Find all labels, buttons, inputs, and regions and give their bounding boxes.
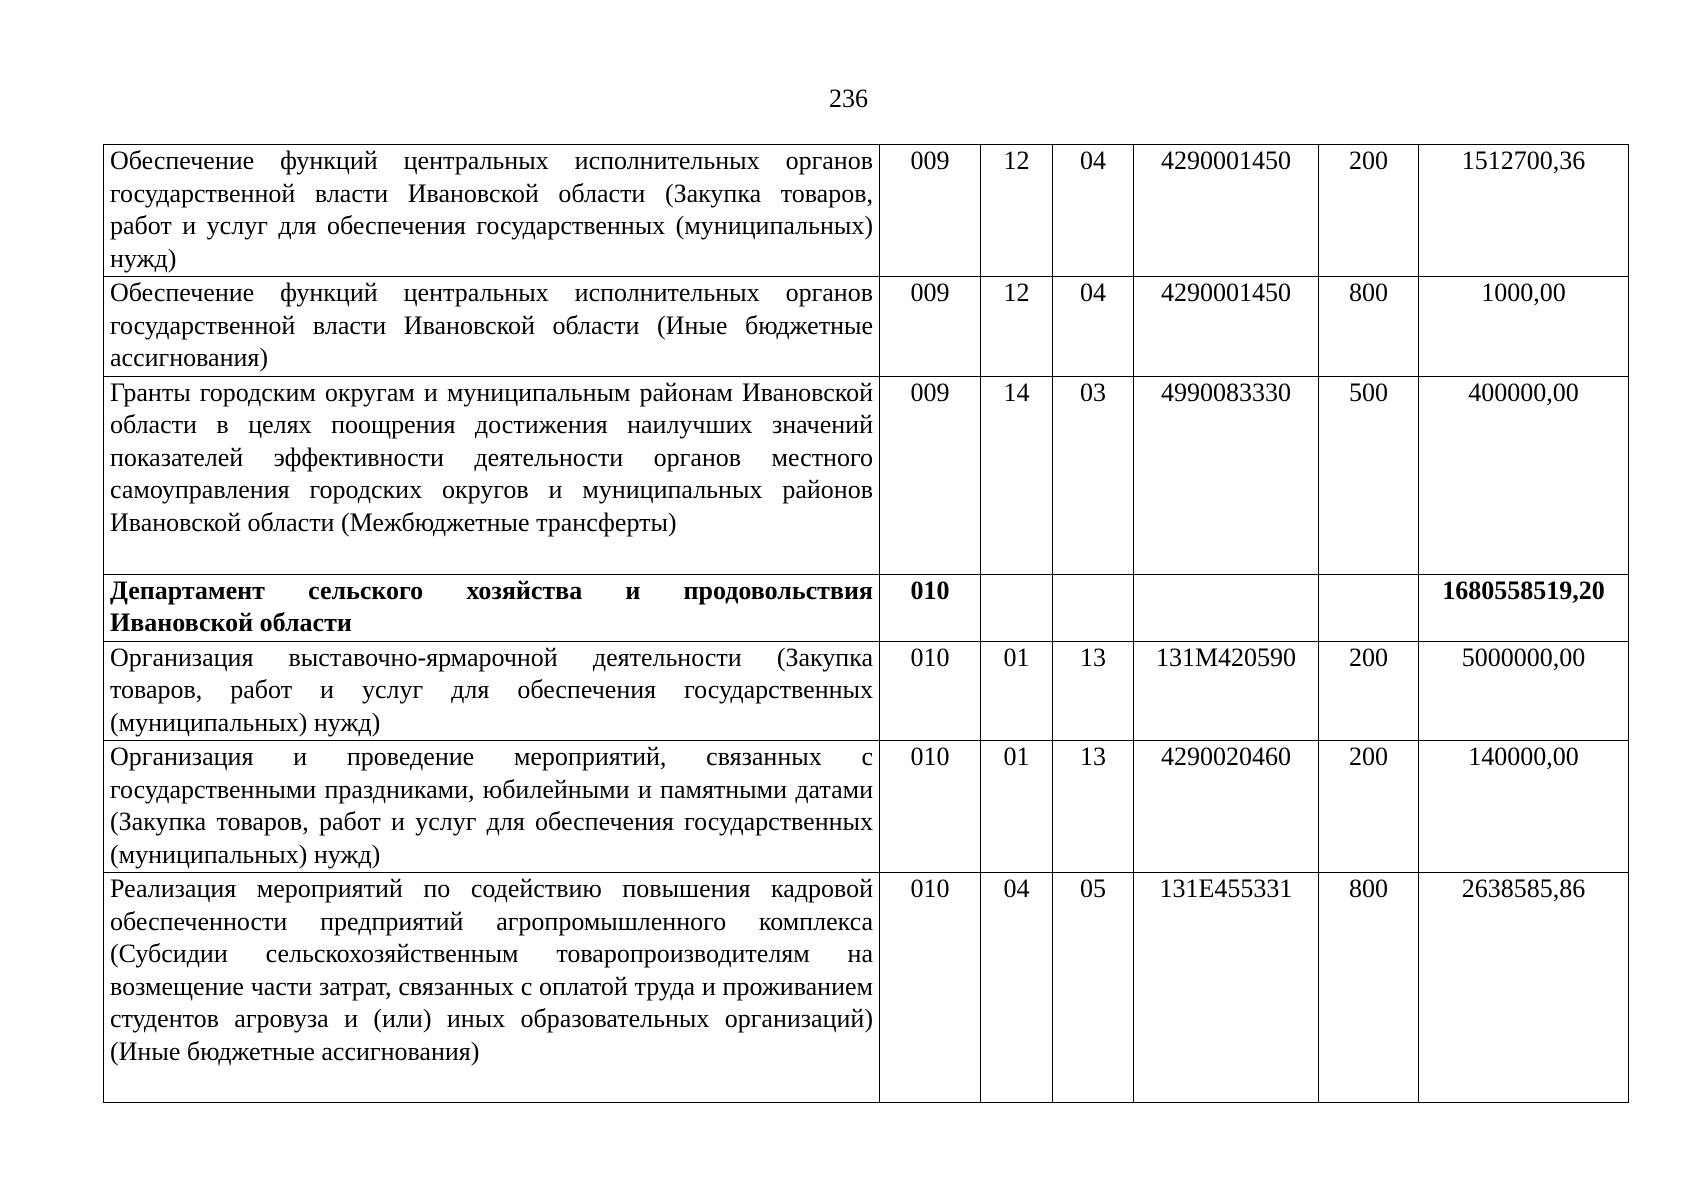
expense-type-code: 800 bbox=[1319, 873, 1419, 1103]
section-code: 12 bbox=[981, 277, 1053, 377]
table-row bbox=[104, 574, 1629, 641]
ministry-code: 009 bbox=[880, 376, 981, 574]
subsection-code: 04 bbox=[1053, 145, 1134, 277]
section-code: 12 bbox=[981, 145, 1053, 277]
amount-value: 2638585,86 bbox=[1419, 873, 1629, 1103]
target-article-code: 4290001450 bbox=[1134, 277, 1319, 377]
section-code: 04 bbox=[981, 873, 1053, 1103]
target-article-code: 131M420590 bbox=[1134, 641, 1319, 741]
amount-value: 5000000,00 bbox=[1419, 641, 1629, 741]
row-description: Обеспечение функций центральных исполнительных органов государственной власти Ивановской области (Иные бюджетные ассигнования) bbox=[104, 277, 880, 377]
expense-type-code: 800 bbox=[1319, 277, 1419, 377]
expense-type-code: 200 bbox=[1319, 145, 1419, 277]
target-article-code: 4990083330 bbox=[1134, 376, 1319, 574]
subsection-code: 13 bbox=[1053, 741, 1134, 873]
amount-value: 1000,00 bbox=[1419, 277, 1629, 377]
row-description: Департамент сельского хозяйства и продовольствия Ивановской области bbox=[104, 574, 880, 641]
table-row bbox=[104, 873, 1629, 1103]
table-row bbox=[104, 641, 1629, 741]
expense-type-code: 200 bbox=[1319, 741, 1419, 873]
table-row bbox=[104, 376, 1629, 574]
row-description: Гранты городским округам и муниципальным районам Ивановской области в целях поощрения достижения наилучших значений показателей эффективности деятельности органов местного самоуправления городских округов и муниципальных районов Ивановской области (Межбюджетные трансферты) bbox=[104, 376, 880, 574]
row-description: Организация выставочно-ярмарочной деятельности (Закупка товаров, работ и услуг для обеспечения государственных (муниципальных) нужд) bbox=[104, 641, 880, 741]
expense-type-code: 500 bbox=[1319, 376, 1419, 574]
table-row bbox=[104, 145, 1629, 277]
section-code: 14 bbox=[981, 376, 1053, 574]
subsection-code: 05 bbox=[1053, 873, 1134, 1103]
table-row bbox=[104, 741, 1629, 873]
section-code bbox=[981, 574, 1053, 641]
expense-type-code: 200 bbox=[1319, 641, 1419, 741]
table-row bbox=[104, 277, 1629, 377]
ministry-code: 009 bbox=[880, 145, 981, 277]
amount-value: 140000,00 bbox=[1419, 741, 1629, 873]
section-code: 01 bbox=[981, 641, 1053, 741]
ministry-code: 010 bbox=[880, 873, 981, 1103]
row-description: Организация и проведение мероприятий, связанных с государственными праздниками, юбилейными и памятными датами (Закупка товаров, работ и услуг для обеспечения государственных (муниципальных) нужд) bbox=[104, 741, 880, 873]
ministry-code: 010 bbox=[880, 741, 981, 873]
amount-value: 1512700,36 bbox=[1419, 145, 1629, 277]
page-number: 236 bbox=[829, 84, 868, 113]
subsection-code: 03 bbox=[1053, 376, 1134, 574]
subsection-code: 04 bbox=[1053, 277, 1134, 377]
table-body bbox=[104, 145, 1629, 1103]
target-article-code bbox=[1134, 574, 1319, 641]
target-article-code: 4290020460 bbox=[1134, 741, 1319, 873]
target-article-code: 4290001450 bbox=[1134, 145, 1319, 277]
row-description: Реализация мероприятий по содействию повышения кадровой обеспеченности предприятий агропромышленного комплекса (Субсидии сельскохозяйственным товаропроизводителям на возмещение части затрат, связанных с оплатой труда и проживанием студентов агровуза и (или) иных образовательных организаций) (Иные бюджетные ассигнования) bbox=[104, 873, 880, 1103]
expense-type-code bbox=[1319, 574, 1419, 641]
amount-value: 400000,00 bbox=[1419, 376, 1629, 574]
ministry-code: 010 bbox=[880, 641, 981, 741]
subsection-code: 13 bbox=[1053, 641, 1134, 741]
section-code: 01 bbox=[981, 741, 1053, 873]
ministry-code: 009 bbox=[880, 277, 981, 377]
amount-value: 1680558519,20 bbox=[1419, 574, 1629, 641]
ministry-code: 010 bbox=[880, 574, 981, 641]
budget-table bbox=[103, 144, 1629, 1103]
row-description: Обеспечение функций центральных исполнительных органов государственной власти Ивановской области (Закупка товаров, работ и услуг для обеспечения государственных (муниципальных) нужд) bbox=[104, 145, 880, 277]
subsection-code bbox=[1053, 574, 1134, 641]
target-article-code: 131E455331 bbox=[1134, 873, 1319, 1103]
